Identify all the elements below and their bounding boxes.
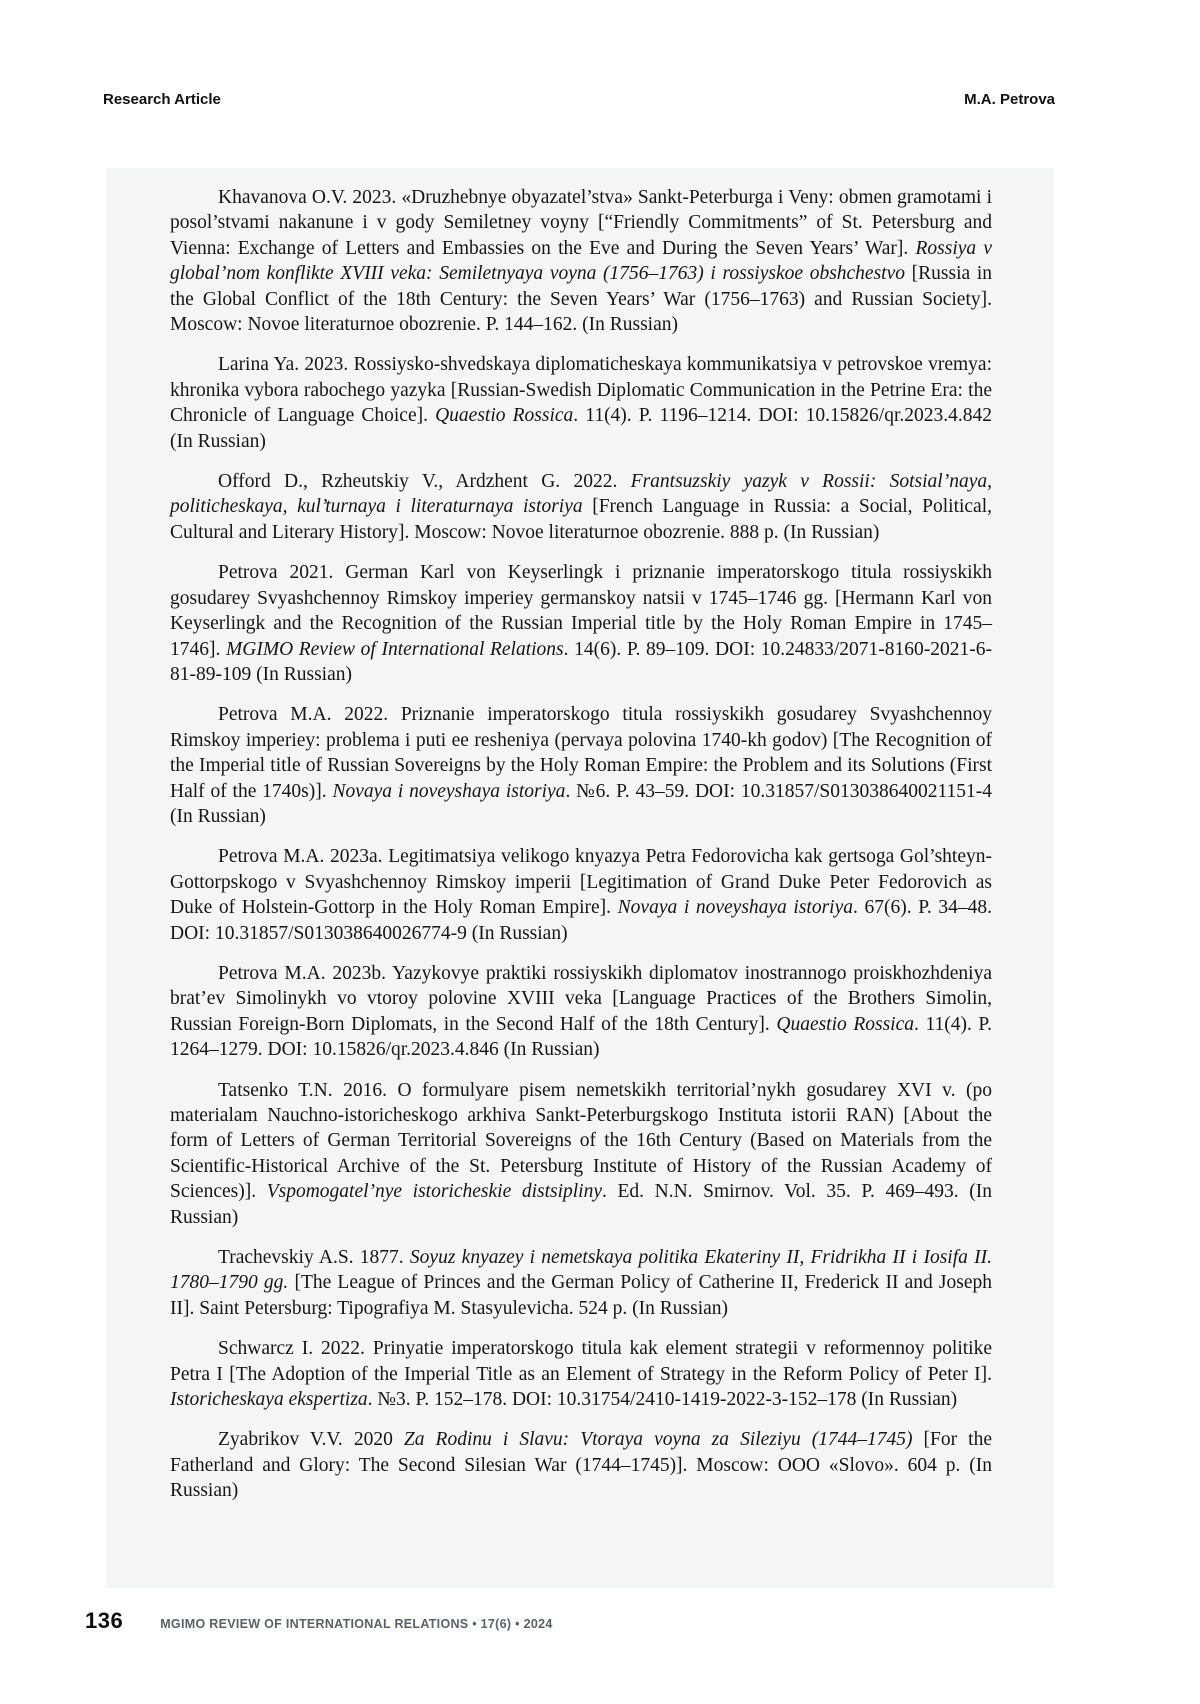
journal-footer-line: MGIMO REVIEW OF INTERNATIONAL RELATIONS • 17(6) • 2024 <box>160 1617 553 1631</box>
reference-entry: Zyabrikov V.V. 2020 Za Rodinu i Slavu: Vtoraya voyna za Sileziyu (1744–1745) [For the Fatherland and Glory: The Second Silesian War (1744–1745)]. Moscow: OOO «Slovo». 604 p. (In Russian) <box>170 1429 992 1502</box>
reference-entry: Offord D., Rzheutskiy V., Ardzhent G. 2022. Frantsuzskiy yazyk v Rossii: Sotsial’naya, politicheskaya, kul’turnaya i literaturnaya istoriya [French Language in Russia: a Social, Political, Cultural and Literary History]. Moscow: Novoe literaturnoe obozrenie. 888 p. (In Russian) <box>170 471 993 543</box>
reference-entry: Petrova M.A. 2023a. Legitimatsiya velikogo knyazya Petra Fedorovicha kak gertsoga Gol’shteyn-Gottorpskogo v Svyashchennoy Rimskoy imperii [Legitimation of Grand Duke Peter Fedorovich as Duke of Holstein-Gottorp in the Holy Roman Empire]. Novaya i noveyshaya istoriya. 67(6). P. 34–48. DOI: 10.31857/S013038640026774-9 (In Russian) <box>170 846 993 944</box>
reference-entry: Schwarcz I. 2022. Prinyatie imperatorskogo titula kak element strategii v reformennoy politike Petra I [The Adoption of the Imperial Title as an Element of Strategy in the Reform Policy of Peter I]. Istoricheskaya ekspertiza. №3. P. 152–178. DOI: 10.31754/2410-1419-2022-3-152–178 (In Russian) <box>170 1338 992 1411</box>
reference-entry: Larina Ya. 2023. Rossiysko-shvedskaya diplomaticheskaya kommunikatsiya v petrovskoe vremya: khronika vybora rabochego yazyka [Russian-Swedish Diplomatic Communication in the Petrine Era: the Chronicle of Language Choice]. Quaestio Rossica. 11(4). P. 1196–1214. DOI: 10.15826/qr.2023.4.842 (In Russian) <box>170 354 993 452</box>
page-header <box>103 91 1055 108</box>
references-list <box>170 185 992 1504</box>
references-panel <box>106 168 1054 1588</box>
reference-entry: Petrova M.A. 2022. Priznanie imperatorskogo titula rossiyskikh gosudarey Svyashchennoy Rimskoy imperiey: problema i puti ee resheniya (pervaya polovina 1740-kh godov) [The Recognition of the Imperial title of Russian Sovereigns by the Holy Roman Empire: the Problem and its Solutions (First Half of the 1740s)]. Novaya i noveyshaya istoriya. №6. P. 43–59. DOI: 10.31857/S013038640021151-4 (In Russian) <box>170 704 992 827</box>
author-name: M.A. Petrova <box>964 91 1055 108</box>
reference-entry: Tatsenko T.N. 2016. O formulyare pisem nemetskikh territorial’nykh gosudarey XVI v. (po materialam Nauchno-istoricheskogo arkhiva Sankt-Peterburgskogo Instituta istorii RAN) [About the form of Letters of German Territorial Sovereigns of the 16th Century (Based on Materials from the Scientific-Historical Archive of the St. Petersburg Institute of History of the Russian Academy of Sciences)]. Vspomogatel’nye istoricheskie distsipliny. Ed. N.N. Smirnov. Vol. 35. P. 469–493. (In Russian) <box>170 1079 992 1228</box>
reference-entry: Khavanova O.V. 2023. «Druzhebnye obyazatel’stva» Sankt-Peterburga i Veny: obmen gramotami i posol’stvami nakanune i v gody Semiletney voyny [“Friendly Commitments” of St. Petersburg and Vienna: Exchange of Letters and Embassies on the Eve and During the Seven Years’ War]. Rossiya v global’nom konflikte XVIII veka: Semiletnyaya voyna (1756–1763) i rossiyskoe obshchestvo [Russia in the Global Conflict of the 18th Century: the Seven Years’ War (1756–1763) and Russian Society]. Moscow: Novoe literaturnoe obozrenie. P. 144–162. (In Russian) <box>170 187 992 336</box>
page-number: 136 <box>85 1608 124 1633</box>
reference-entry: Trachevskiy A.S. 1877. Soyuz knyazey i nemetskaya politika Ekateriny II, Fridrikha II i Iosifa II. 1780–1790 gg. [The League of Princes and the German Policy of Catherine II, Frederick II and Joseph II]. Saint Petersburg: Tipografiya M. Stasyulevicha. 524 p. (In Russian) <box>170 1247 992 1319</box>
reference-entry: Petrova 2021. German Karl von Keyserlingk i priznanie imperatorskogo titula rossiyskikh gosudarey Svyashchennoy Rimskoy imperiey germanskoy natsii v 1745–1746 gg. [Hermann Karl von Keyserlingk and the Recognition of the Russian Imperial title by the Holy Roman Empire in 1745–1746]. MGIMO Review of International Relations. 14(6). P. 89–109. DOI: 10.24833/2071-8160-2021-6-81-89-109 (In Russian) <box>170 562 993 685</box>
reference-entry: Petrova M.A. 2023b. Yazykovye praktiki rossiyskikh diplomatov inostrannogo proiskhozhdeniya brat’ev Simolinykh vo vtoroy polovine XVIII veka [Language Practices of the Brothers Simolin, Russian Foreign-Born Diplomats, in the Second Half of the 18th Century]. Quaestio Rossica. 11(4). P. 1264–1279. DOI: 10.15826/qr.2023.4.846 (In Russian) <box>170 962 992 1061</box>
article-type-label: Research Article <box>103 91 221 108</box>
page-footer <box>85 1608 553 1634</box>
